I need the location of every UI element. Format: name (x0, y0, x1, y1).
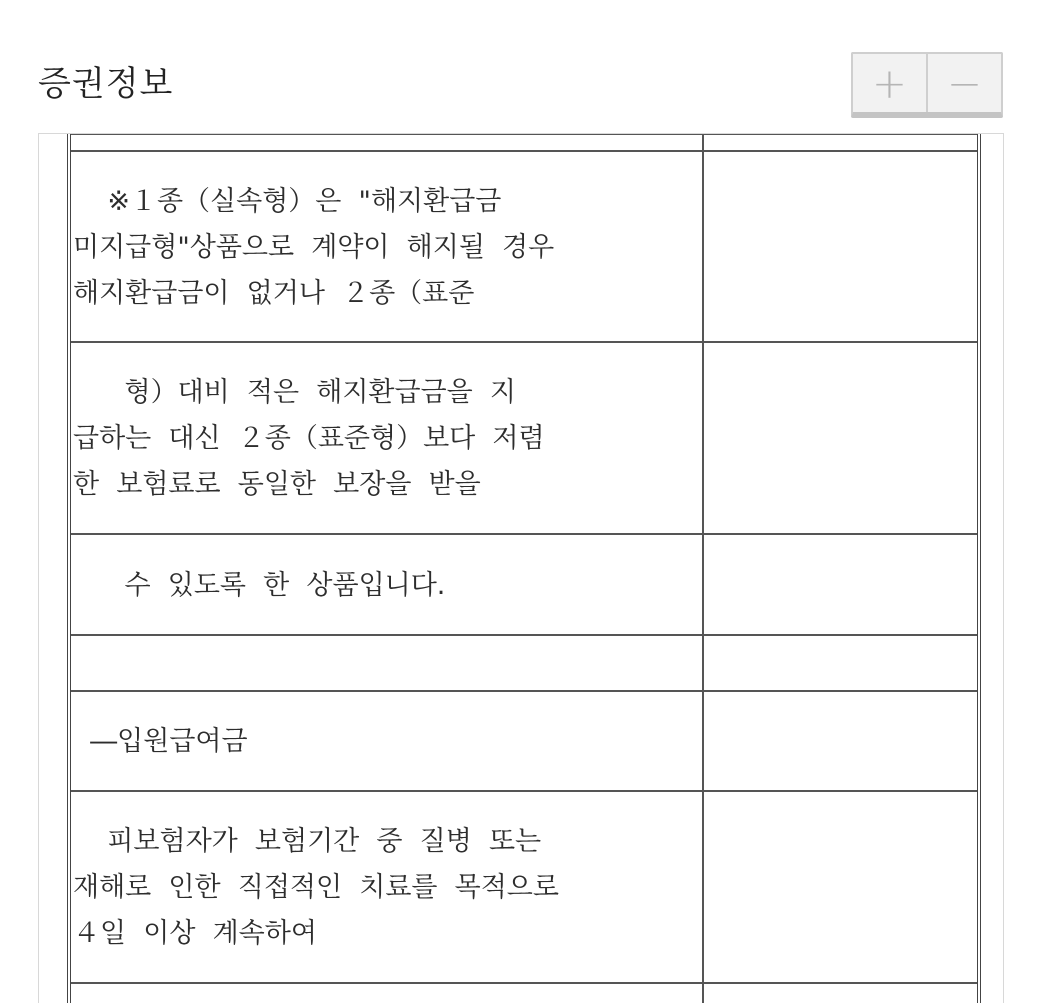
table-row (69, 134, 979, 151)
table-row (69, 342, 979, 534)
table-cell-empty (703, 342, 979, 534)
table-row (69, 534, 979, 635)
table-cell (69, 691, 703, 791)
table-cell-empty (703, 534, 979, 635)
cell-text: 피보험자가 보험기간 중 질병 또는 재해로 인한 직접적인 치료를 목적으로 ４일 이상 계속하여 (73, 826, 559, 949)
cell-text: 수 있도록 한 상품입니다. (73, 569, 446, 601)
page-title: 증권정보 (38, 64, 174, 104)
table-cell (69, 151, 703, 342)
table-cell (69, 635, 703, 691)
table-cell-empty (703, 983, 979, 1003)
table-row (69, 151, 979, 342)
table-cell-empty (703, 691, 979, 791)
table-cell-empty (703, 635, 979, 691)
document-table (67, 133, 981, 1003)
zoom-controls (851, 52, 1003, 118)
table-cell (69, 534, 703, 635)
table-row (69, 691, 979, 791)
document-viewer[interactable] (38, 133, 1004, 1003)
table-cell-empty (703, 791, 979, 983)
table-cell (69, 791, 703, 983)
table-cell-empty (703, 134, 979, 151)
table-cell (69, 983, 703, 1003)
cell-text: ※１종（실속형）은 "해지환급금 미지급형"상품으로 계약이 해지될 경우 해지환급금이 없거나 ２종（표준 (73, 185, 555, 309)
cell-text: ―입원급여금 (73, 726, 248, 757)
table-row (69, 791, 979, 983)
table-cell (69, 134, 703, 151)
table-row (69, 635, 979, 691)
table-cell (69, 342, 703, 534)
zoom-out-button[interactable]: − (926, 54, 1001, 112)
cell-text: 형）대비 적은 해지환급금을 지 급하는 대신 ２종（표준형）보다 저렴 한 보험료로 동일한 보장을 받을 (73, 377, 545, 500)
zoom-in-button[interactable]: + (871, 58, 908, 108)
cell-text (71, 662, 702, 664)
cell-text (71, 142, 702, 144)
table-row (69, 983, 979, 1003)
table-cell-empty (703, 151, 979, 342)
